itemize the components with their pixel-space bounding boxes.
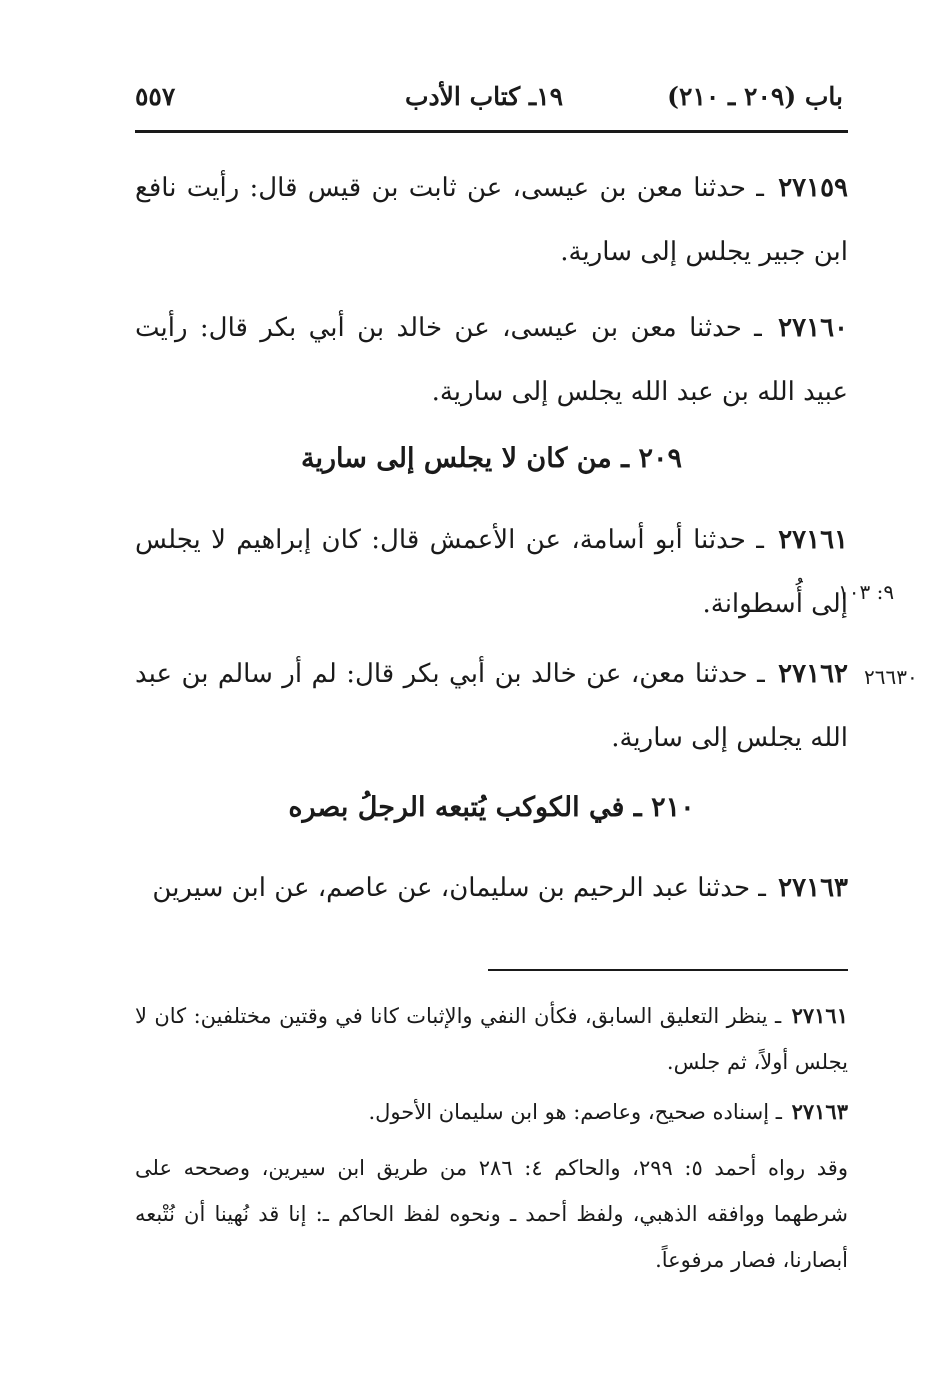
entry-text: ـ حدثنا معن، عن خالد بن أبي بكر قال: لم أر سالم بن عبد الله يجلس إلى سارية. bbox=[135, 659, 848, 753]
section-heading-210: ٢١٠ ـ في الكوكب يُتبعه الرجلُ بصره bbox=[288, 792, 695, 823]
entry-text: ـ حدثنا معن بن عيسى، عن خالد بن أبي بكر قال: رأيت عبيد الله بن عبد الله يجلس إلى سارية. bbox=[135, 313, 848, 407]
entry-number: ٢٧١٦١ bbox=[778, 525, 849, 555]
entry-text: ـ حدثنا عبد الرحيم بن سليمان، عن عاصم، عن ابن سيرين bbox=[152, 873, 766, 903]
footnote-27161 bbox=[135, 993, 848, 1085]
margin-cross-reference: ٢٦٦٣٠ bbox=[864, 665, 918, 689]
running-header-chapter: باب (٢٠٩ ـ ٢١٠) bbox=[667, 82, 843, 111]
hadith-entry-27163 bbox=[135, 856, 848, 920]
entry-number: ٢٧١٦٠ bbox=[778, 313, 848, 343]
running-header-book: ١٩ـ كتاب الأدب bbox=[405, 82, 564, 111]
hadith-entry-27159 bbox=[135, 156, 848, 284]
footnote-text: وقد رواه أحمد ٥: ٢٩٩، والحاكم ٤: ٢٨٦ من طريق ابن سيرين، وصححه على شرطهما ووافقه الذهبي، ولفظ أحمد ـ ونحوه لفظ الحاكم ـ: إنا قد نُهينا أن نُتْبعه أبصارنا، فصار مرفوعاً. bbox=[135, 1156, 848, 1272]
page-number: ٥٥٧ bbox=[135, 82, 176, 111]
footnote-text: ـ ينظر التعليق السابق، فكأن النفي والإثبات كانا في وقتين مختلفين: كان لا يجلس أولاً، ثم جلس. bbox=[135, 1004, 848, 1074]
entry-text: ـ حدثنا أبو أسامة، عن الأعمش قال: كان إبراهيم لا يجلس إلى أُسطوانة. bbox=[135, 525, 848, 619]
footnote-27163-continued bbox=[135, 1145, 848, 1283]
footnote-rule bbox=[488, 969, 848, 971]
entry-number: ٢٧١٥٩ bbox=[778, 173, 849, 203]
footnote-text: ـ إسناده صحيح، وعاصم: هو ابن سليمان الأحول. bbox=[368, 1100, 782, 1124]
footnote-27163 bbox=[135, 1089, 848, 1135]
entry-text: ـ حدثنا معن بن عيسى، عن ثابت بن قيس قال: رأيت نافع ابن جبير يجلس إلى سارية. bbox=[135, 173, 848, 267]
hadith-entry-27161 bbox=[135, 508, 848, 636]
header-rule bbox=[135, 130, 848, 133]
hadith-entry-27160 bbox=[135, 296, 848, 424]
entry-number: ٢٧١٦٢ bbox=[778, 659, 848, 689]
footnote-number: ٢٧١٦٣ bbox=[791, 1099, 848, 1124]
entry-number: ٢٧١٦٣ bbox=[778, 873, 848, 903]
hadith-entry-27162 bbox=[135, 642, 848, 770]
margin-volume-reference: ٩: ١٠٣ bbox=[838, 580, 895, 604]
section-heading-209: ٢٠٩ ـ من كان لا يجلس إلى سارية bbox=[301, 443, 682, 474]
footnote-number: ٢٧١٦١ bbox=[791, 1003, 848, 1028]
